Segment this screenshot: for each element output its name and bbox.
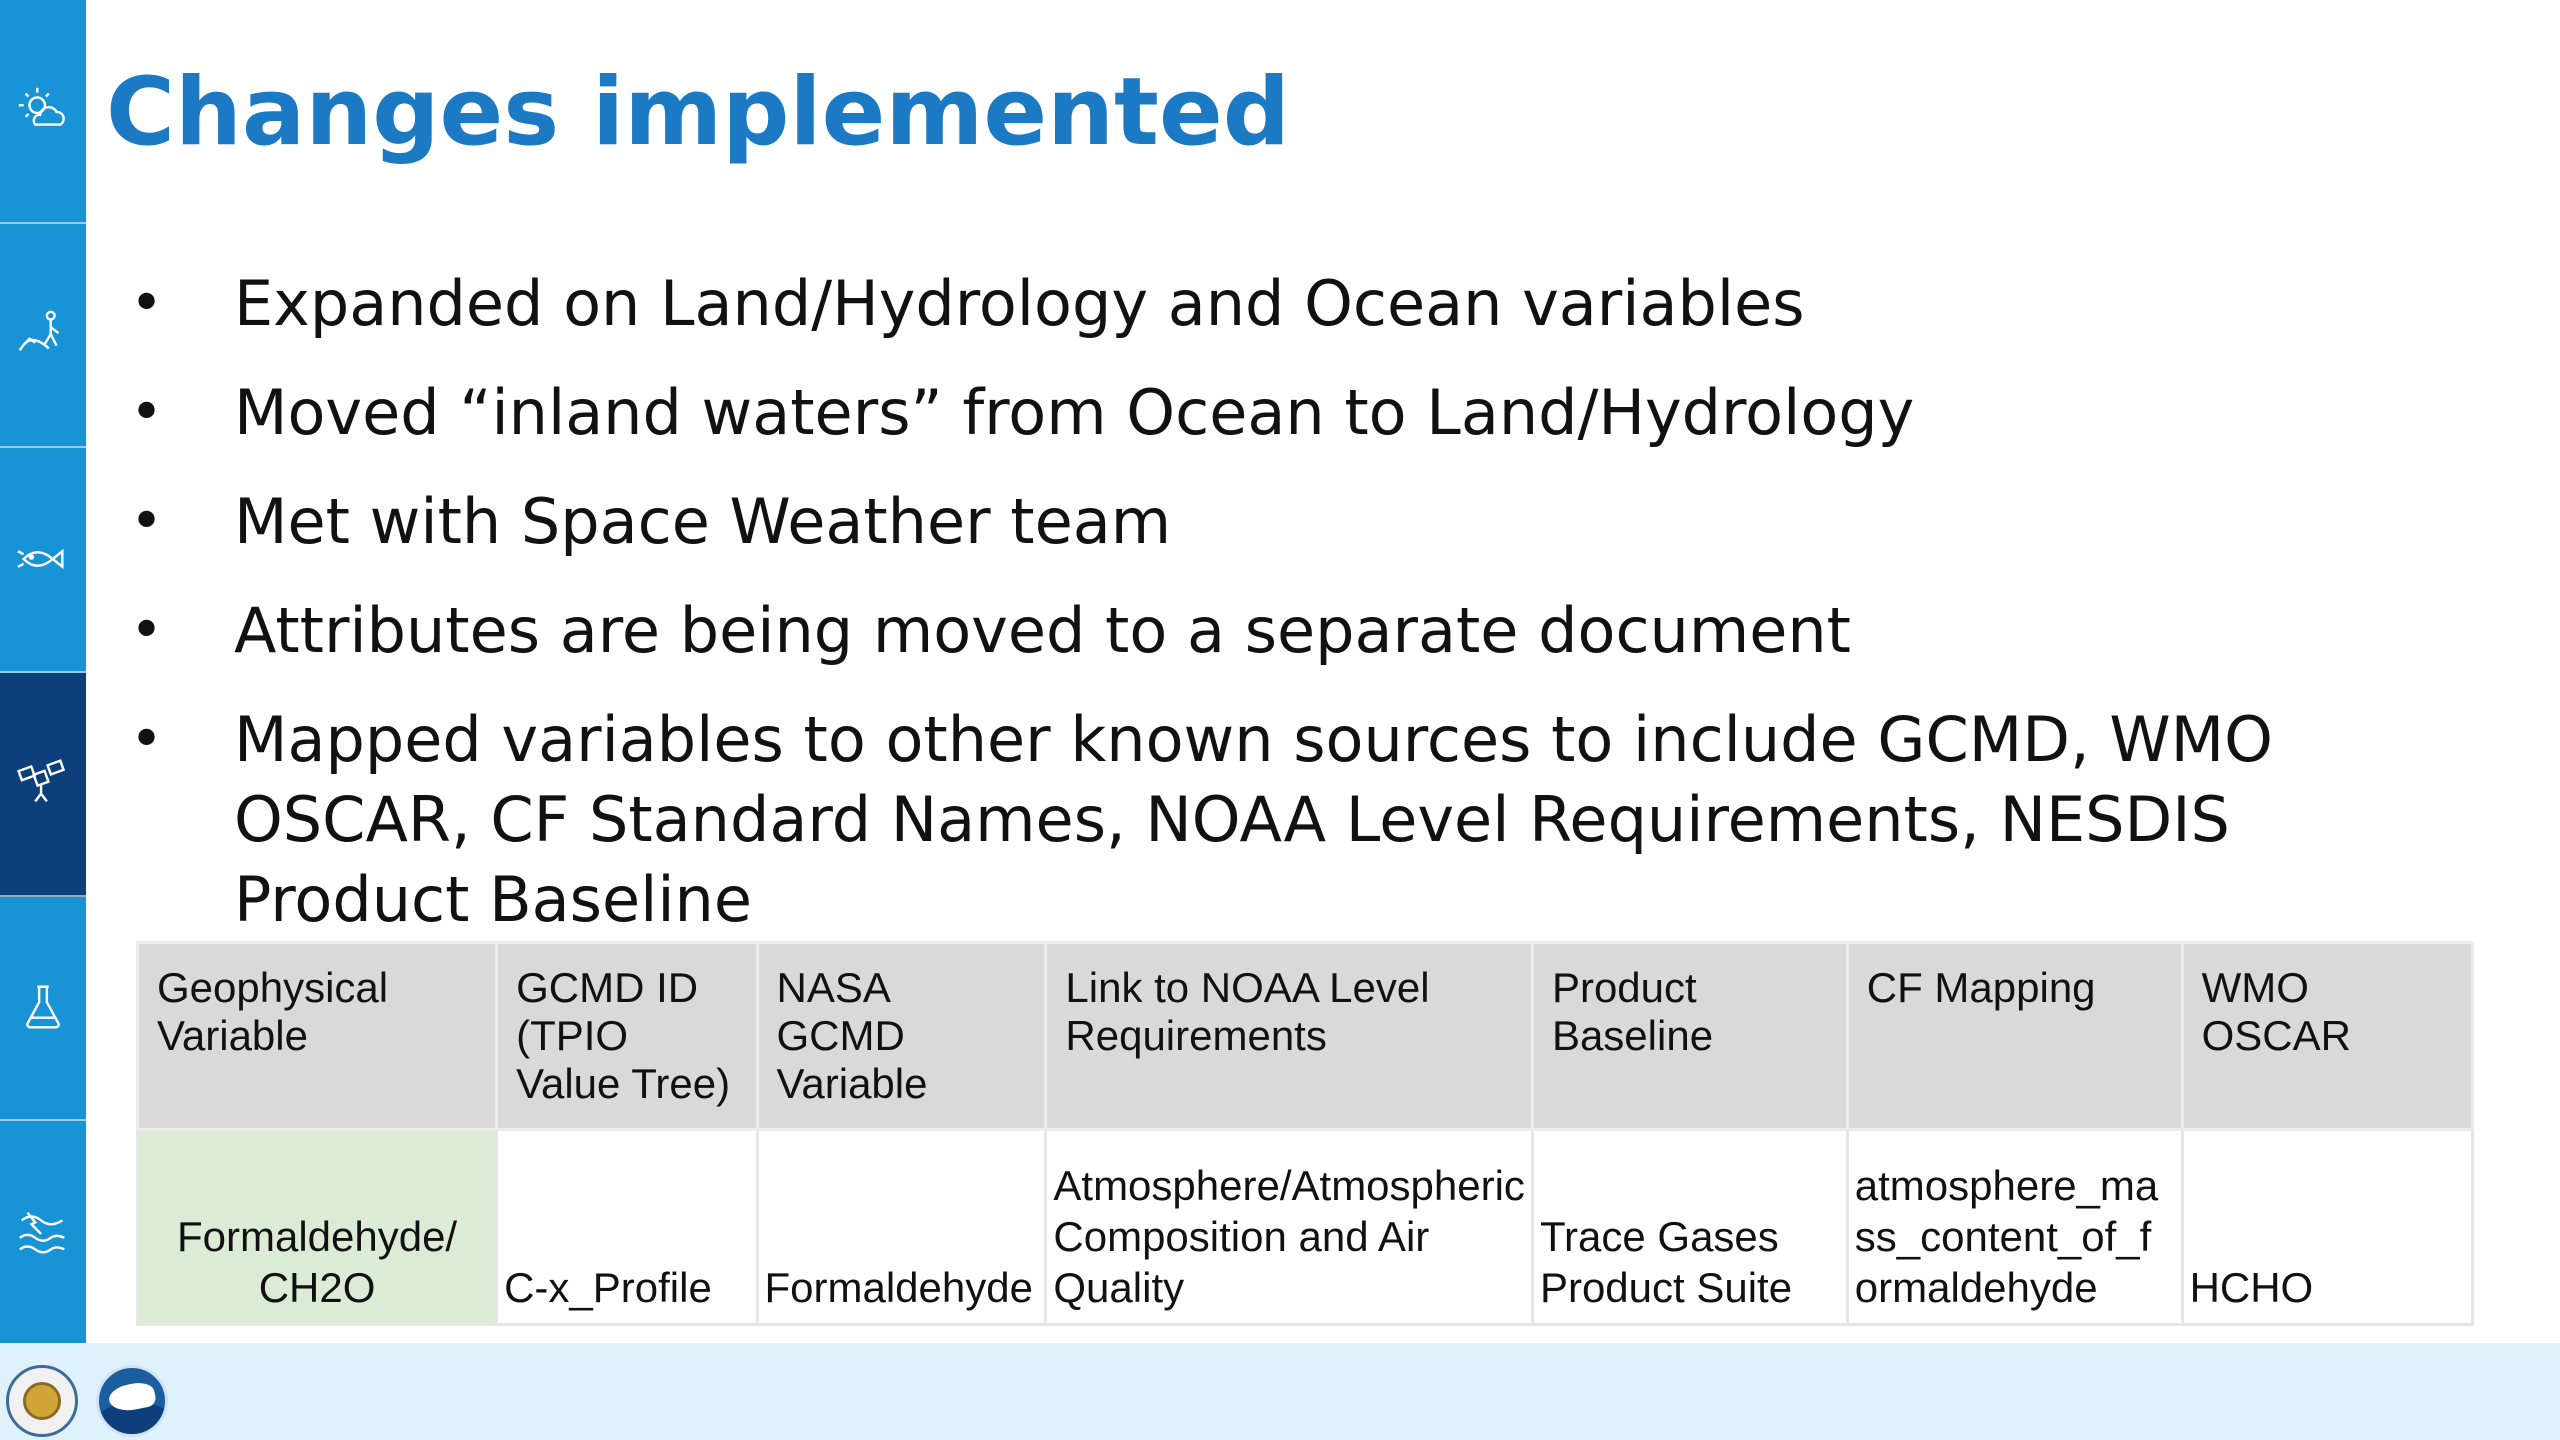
table-header-row [138,943,2473,1130]
weather-sun-cloud-icon [14,82,72,140]
lab-flask-icon [14,979,72,1037]
bullet-item: • Mapped variables to other known sources to include GCMD, WMO OSCAR, CF Standard Names, NOAA Level Requirements, NESDIS Product Baseline [130,700,2450,940]
commerce-seal-icon [6,1365,78,1437]
sidebar-item-satellite[interactable] [0,673,86,897]
table-cell: Atmosphere/Atmospheric Composition and Air Quality [1046,1130,1533,1325]
sidebar-item-weather[interactable] [0,0,86,224]
table-cell: C-x_Profile [497,1130,757,1325]
mapping-table-container [136,941,2474,1326]
column-header: Geophysical Variable [138,943,497,1130]
column-header: Product Baseline [1532,943,1847,1130]
bullet-item: • Moved “inland waters” from Ocean to Land/Hydrology [130,373,2450,453]
fish-ocean-icon [14,530,72,588]
column-header: CF Mapping [1847,943,2182,1130]
sidebar-item-lab[interactable] [0,897,86,1121]
footer-bar [0,1343,2560,1440]
column-header: WMO OSCAR [2182,943,2472,1130]
satellite-icon [14,755,72,813]
slide-title: Changes implemented [106,58,1290,167]
bullet-item: • Attributes are being moved to a separate document [130,591,2450,671]
sidebar [0,0,86,1343]
table-cell: Formaldehyde/ CH2O [138,1130,497,1325]
sidebar-item-coast[interactable] [0,1121,86,1343]
bullet-item: • Met with Space Weather team [130,482,2450,562]
bullet-list [130,264,2450,969]
sidebar-item-land[interactable] [0,224,86,448]
table-cell: HCHO [2182,1130,2472,1325]
land-climbing-icon [14,306,72,364]
table-cell: Trace Gases Product Suite [1532,1130,1847,1325]
noaa-logo-icon [96,1365,168,1437]
table-row [138,1130,2473,1325]
bullet-item: • Expanded on Land/Hydrology and Ocean variables [130,264,2450,344]
coast-storm-icon [14,1203,72,1261]
mapping-table [136,941,2474,1326]
table-cell: Formaldehyde [757,1130,1046,1325]
table-cell: atmosphere_mass_content_of_formaldehyde [1847,1130,2182,1325]
column-header: GCMD ID (TPIO Value Tree) [497,943,757,1130]
sidebar-item-ocean[interactable] [0,448,86,672]
column-header: NASA GCMD Variable [757,943,1046,1130]
column-header: Link to NOAA Level Requirements [1046,943,1533,1130]
